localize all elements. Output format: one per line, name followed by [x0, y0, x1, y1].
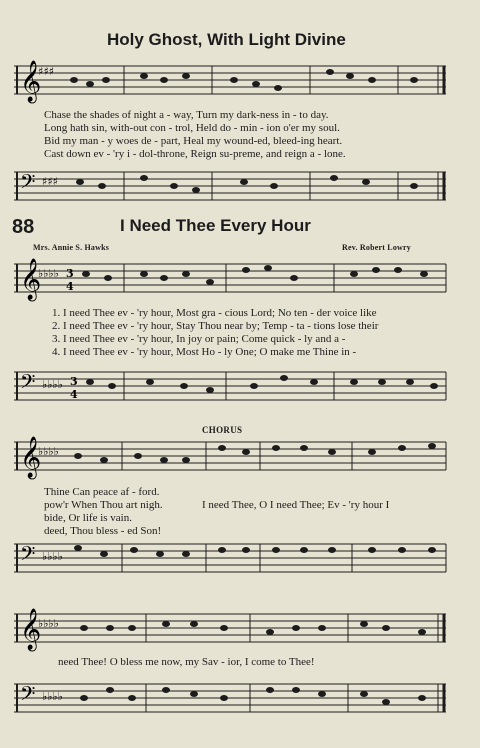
verse-line: Thine Can peace af - ford. — [44, 486, 160, 498]
verse-line: Cast down ev - 'ry i - dol-throne, Reign su-preme, and reign a - lone. — [44, 148, 346, 160]
svg-text:𝄞: 𝄞 — [20, 437, 42, 478]
treble-staff — [14, 434, 450, 484]
svg-text:♭♭♭♭: ♭♭♭♭ — [38, 445, 59, 458]
verse-line: Chase the shades of night a - way, Turn my dark-ness in - to day. — [44, 109, 329, 121]
bass-staff — [14, 536, 450, 586]
verse-line: deed, Thou bless - ed Son! — [44, 525, 162, 537]
verse-line: 2. I need Thee ev - 'ry hour, Stay Thou near by; Temp - ta - tions lose their — [52, 320, 379, 332]
svg-text:♯♯♯: ♯♯♯ — [38, 65, 54, 78]
verse-line: Long hath sin, with-out con - trol, Held do - min - ion o'er my soul. — [44, 122, 340, 134]
svg-text:3: 3 — [70, 375, 78, 388]
svg-text:4: 4 — [66, 280, 74, 293]
treble-staff — [14, 58, 450, 104]
chorus-label: CHORUS — [202, 425, 243, 435]
svg-text:♭♭♭♭: ♭♭♭♭ — [38, 617, 59, 630]
verse-line: 4. I need Thee ev - 'ry hour, Most Ho - ly One; O make me Thine in - — [52, 346, 357, 358]
svg-text:𝄞: 𝄞 — [20, 259, 42, 300]
chorus-line: need Thee! O bless me now, my Sav - ior, I come to Thee! — [58, 656, 315, 668]
svg-text:𝄢: 𝄢 — [20, 370, 36, 398]
hymn-number: 88 — [12, 216, 35, 238]
treble-staff — [14, 256, 450, 306]
bass-staff — [14, 164, 450, 210]
hymn-title: Holy Ghost, With Light Divine — [107, 30, 346, 49]
svg-text:𝄞: 𝄞 — [20, 61, 42, 102]
chorus-line: I need Thee, O I need Thee; Ev - 'ry hour I — [202, 499, 390, 511]
bass-staff — [14, 364, 450, 414]
svg-text:♭♭♭♭: ♭♭♭♭ — [38, 267, 59, 280]
svg-text:3: 3 — [66, 267, 74, 280]
svg-text:4: 4 — [70, 388, 78, 401]
verse-line: pow'r When Thou art nigh. — [44, 499, 163, 511]
verse-line: Bid my man - y woes de - part, Heal my wound-ed, bleed-ing heart. — [44, 135, 343, 147]
verse-line: bide, Or life is vain. — [44, 512, 132, 524]
svg-text:𝄢: 𝄢 — [20, 170, 36, 198]
verse-line: 1. I need Thee ev - 'ry hour, Most gra - cious Lord; No ten - der voice like — [52, 307, 377, 319]
words-credit: Mrs. Annie S. Hawks — [33, 243, 110, 252]
svg-text:𝄞: 𝄞 — [20, 609, 42, 650]
bass-staff — [14, 676, 450, 726]
svg-text:𝄢: 𝄢 — [20, 542, 36, 570]
svg-text:♭♭♭♭: ♭♭♭♭ — [42, 378, 63, 391]
svg-text:𝄢: 𝄢 — [20, 682, 36, 710]
svg-text:♯♯♯: ♯♯♯ — [42, 175, 58, 188]
verse-line: 3. I need Thee ev - 'ry hour, In joy or pain; Come quick - ly and a - — [52, 333, 346, 345]
svg-text:♭♭♭♭: ♭♭♭♭ — [42, 690, 63, 703]
svg-text:♭♭♭♭: ♭♭♭♭ — [42, 550, 63, 563]
hymn-title: I Need Thee Every Hour — [120, 216, 311, 235]
music-credit: Rev. Robert Lowry — [342, 243, 411, 252]
treble-staff — [14, 606, 450, 656]
